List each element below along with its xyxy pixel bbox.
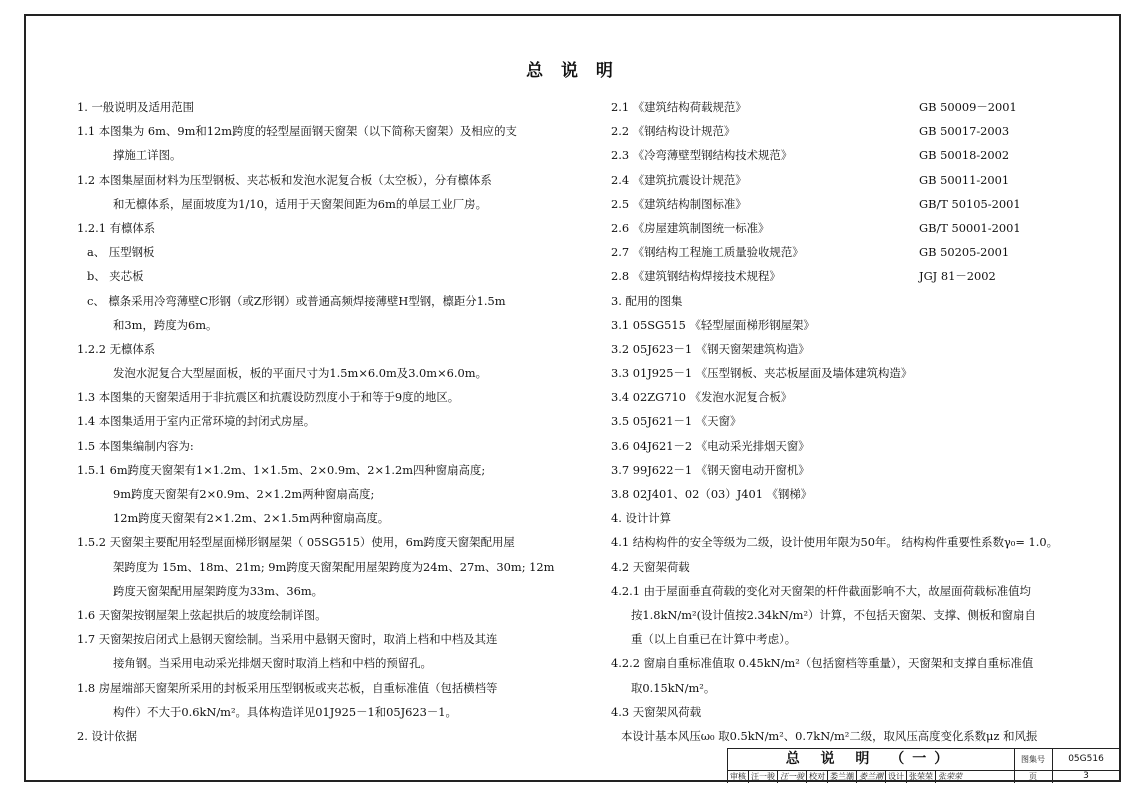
page-number: 3 xyxy=(1083,771,1089,781)
left-text-line: 和3m，跨度为6m。 xyxy=(113,317,218,332)
right-text-line: 3.8 02J401、02（03）J401 《钢梯》 xyxy=(611,487,813,501)
standard-name: 2.7 《钢结构工程施工质量验收规范》 xyxy=(611,245,804,260)
left-text-line: 跨度天窗架配用屋架跨度为33m、36m。 xyxy=(113,583,324,598)
standard-row xyxy=(611,264,1121,288)
signature: 汪一骏 xyxy=(778,770,807,783)
left-text-line: 1.6 天窗架按钢屋架上弦起拱后的坡度绘制详图。 xyxy=(77,607,327,622)
standard-code: GB/T 50001-2001 xyxy=(919,220,1021,235)
right-text-line: 4.2.2 窗扇自重标准值取 0.45kN/m²（包括窗档等重量），天窗架和支撑自重标准值 xyxy=(611,656,1034,671)
standard-row xyxy=(611,95,1121,119)
left-text-line: c、 檩条采用冷弯薄壁C形钢（或Z形钢）或普通高频焊接薄壁H型钢，檩距分1.5m xyxy=(87,293,506,308)
left-text-line: 1.8 房屋端部天窗架所采用的封板采用压型钢板或夹芯板，自重标准值（包括横档等 xyxy=(77,680,498,695)
drawing-sheet xyxy=(24,14,1121,782)
right-text-line: 本设计基本风压ω₀ 取0.5kN/m²、0.7kN/m²二级，取风压高度变化系数μz 和风振 xyxy=(621,728,1038,743)
right-text-line: 3. 配用的图集 xyxy=(611,293,683,308)
left-text-line: 1.5 本图集编制内容为: xyxy=(77,438,194,453)
signature: 娄兰潮 xyxy=(857,770,886,783)
title-block-title: 总 说 明 （一） xyxy=(728,749,1015,771)
atlas-number: 05G516 xyxy=(1052,749,1120,771)
right-text-line: 4.3 天窗架风荷载 xyxy=(611,704,702,719)
right-text-line: 取0.15kN/m²。 xyxy=(631,680,716,695)
left-text-line: 和无檩体系，屋面坡度为1/10，适用于天窗架间距为6m的单层工业厂房。 xyxy=(113,196,487,211)
standard-row xyxy=(611,168,1121,192)
page-title: 总 说 明 xyxy=(526,61,619,81)
standard-code: GB 50017-2003 xyxy=(919,124,1010,139)
right-text-line: 4.1 结构构件的安全等级为二级，设计使用年限为50年。 结构构件重要性系数γ₀= 1.0。 xyxy=(611,535,1059,550)
signature: 张荣荣 xyxy=(938,772,962,781)
atlas-number-label: 图集号 xyxy=(1014,749,1053,771)
standard-name: 2.8 《建筑钢结构焊接技术规程》 xyxy=(611,269,781,284)
left-text-line: 2. 设计依据 xyxy=(77,728,138,743)
left-column xyxy=(77,95,577,748)
left-text-line: 架跨度为 15m、18m、21m; 9m跨度天窗架配用屋架跨度为24m、27m、30m; 12m xyxy=(113,559,555,574)
standard-code: JGJ 81－2002 xyxy=(919,269,996,284)
left-text-line: 撑施工详图。 xyxy=(113,148,182,163)
signature-field: 设计 xyxy=(886,770,907,783)
standard-row xyxy=(611,119,1121,143)
left-text-line: 1.5.2 天窗架主要配用轻型屋面梯形钢屋架（ 05SG515）使用，6m跨度天窗架配用屋 xyxy=(77,535,515,550)
standard-code: GB/T 50105-2001 xyxy=(919,196,1021,211)
right-text-line: 3.3 01J925－1 《压型钢板、夹芯板屋面及墙体建筑构造》 xyxy=(611,366,913,381)
right-text-line: 3.2 05J623－1 《钢天窗架建筑构造》 xyxy=(611,341,810,356)
standard-code: GB 50018-2002 xyxy=(919,148,1010,163)
right-text-line: 3.6 04J621－2 《电动采光排烟天窗》 xyxy=(611,438,810,453)
left-text-line: a、 压型钢板 xyxy=(87,245,155,260)
signature-field: 审核 xyxy=(728,770,749,783)
right-text-line: 3.4 02ZG710 《发泡水泥复合板》 xyxy=(611,390,793,405)
signature-field: 校对 xyxy=(807,770,828,783)
page-label: 页 xyxy=(1014,770,1053,783)
signature-field: 娄兰潮 xyxy=(828,770,857,783)
right-text-line: 3.7 99J622－1 《钢天窗电动开窗机》 xyxy=(611,462,810,477)
left-text-line: 1.7 天窗架按启闭式上悬钢天窗绘制。当采用中悬钢天窗时，取消上档和中档及其连 xyxy=(77,632,498,647)
left-text-line: 1.4 本图集适用于室内正常环境的封闭式房屋。 xyxy=(77,414,316,429)
left-text-line: 12m跨度天窗架有2×1.2m、2×1.5m两种窗扇高度。 xyxy=(113,511,390,526)
standard-name: 2.4 《建筑抗震设计规范》 xyxy=(611,172,747,187)
standard-row xyxy=(611,143,1121,167)
left-text-line: b、 夹芯板 xyxy=(87,269,144,284)
right-text xyxy=(611,289,1121,749)
right-text-line: 按1.8kN/m²(设计值按2.34kN/m²）计算，不包括天窗架、支撑、侧板和窗扇自 xyxy=(631,607,1036,622)
right-text-line: 4. 设计计算 xyxy=(611,511,672,526)
left-text-line: 发泡水泥复合大型屋面板，板的平面尺寸为1.5m×6.0m及3.0m×6.0m。 xyxy=(113,366,487,381)
standard-code: GB 50205-2001 xyxy=(919,245,1010,260)
left-text-line: 1.3 本图集的天窗架适用于非抗震区和抗震设防烈度小于和等于9度的地区。 xyxy=(77,390,460,405)
signature-row xyxy=(728,770,1015,783)
left-text-line: 构件）不大于0.6kN/m²。具体构造详见01J925－1和05J623－1。 xyxy=(113,704,457,719)
standard-row xyxy=(611,192,1121,216)
standard-row xyxy=(611,240,1121,264)
left-text-line: 1.2 本图集屋面材料为压型钢板、夹芯板和发泡水泥复合板（太空板），分有檩体系 xyxy=(77,172,492,187)
right-text-line: 3.5 05J621－1 《天窗》 xyxy=(611,414,742,429)
right-text-line: 3.1 05SG515 《轻型屋面梯形钢屋架》 xyxy=(611,317,815,332)
left-text-line: 9m跨度天窗架有2×0.9m、2×1.2m两种窗扇高度; xyxy=(113,487,375,501)
left-text-line: 1.2.1 有檩体系 xyxy=(77,220,156,235)
right-text-line: 4.2.1 由于屋面垂直荷载的变化对天窗架的杆件截面影响不大，故屋面荷载标准值均 xyxy=(611,583,1031,598)
signature-field: 汪一骏 xyxy=(749,770,778,783)
standard-code: GB 50009－2001 xyxy=(919,100,1017,114)
standard-name: 2.1 《建筑结构荷载规范》 xyxy=(611,100,747,114)
signature-field: 张荣荣 xyxy=(907,770,936,783)
left-text-line: 1.1 本图集为 6m、9m和12m跨度的轻型屋面钢天窗架（以下简称天窗架）及相应的支 xyxy=(77,124,517,139)
standard-name: 2.2 《钢结构设计规范》 xyxy=(611,124,736,139)
left-text-line: 1.2.2 无檩体系 xyxy=(77,341,156,356)
title-block xyxy=(727,748,1120,783)
standard-name: 2.3 《冷弯薄壁型钢结构技术规范》 xyxy=(611,148,793,163)
right-column xyxy=(611,95,1121,748)
left-text-line: 1. 一般说明及适用范围 xyxy=(77,100,195,114)
right-text-line: 重（以上自重已在计算中考虑）。 xyxy=(631,632,797,647)
standard-row xyxy=(611,216,1121,240)
right-text-line: 4.2 天窗架荷载 xyxy=(611,559,690,574)
left-text-line: 接角钢。当采用电动采光排烟天窗时取消上档和中档的预留孔。 xyxy=(113,656,432,671)
standard-code: GB 50011-2001 xyxy=(919,172,1010,187)
standard-name: 2.5 《建筑结构制图标准》 xyxy=(611,196,747,211)
left-text-line: 1.5.1 6m跨度天窗架有1×1.2m、1×1.5m、2×0.9m、2×1.2m四种窗扇高度; xyxy=(77,462,486,477)
standards-list xyxy=(611,95,1121,289)
standard-name: 2.6 《房屋建筑制图统一标准》 xyxy=(611,220,770,235)
